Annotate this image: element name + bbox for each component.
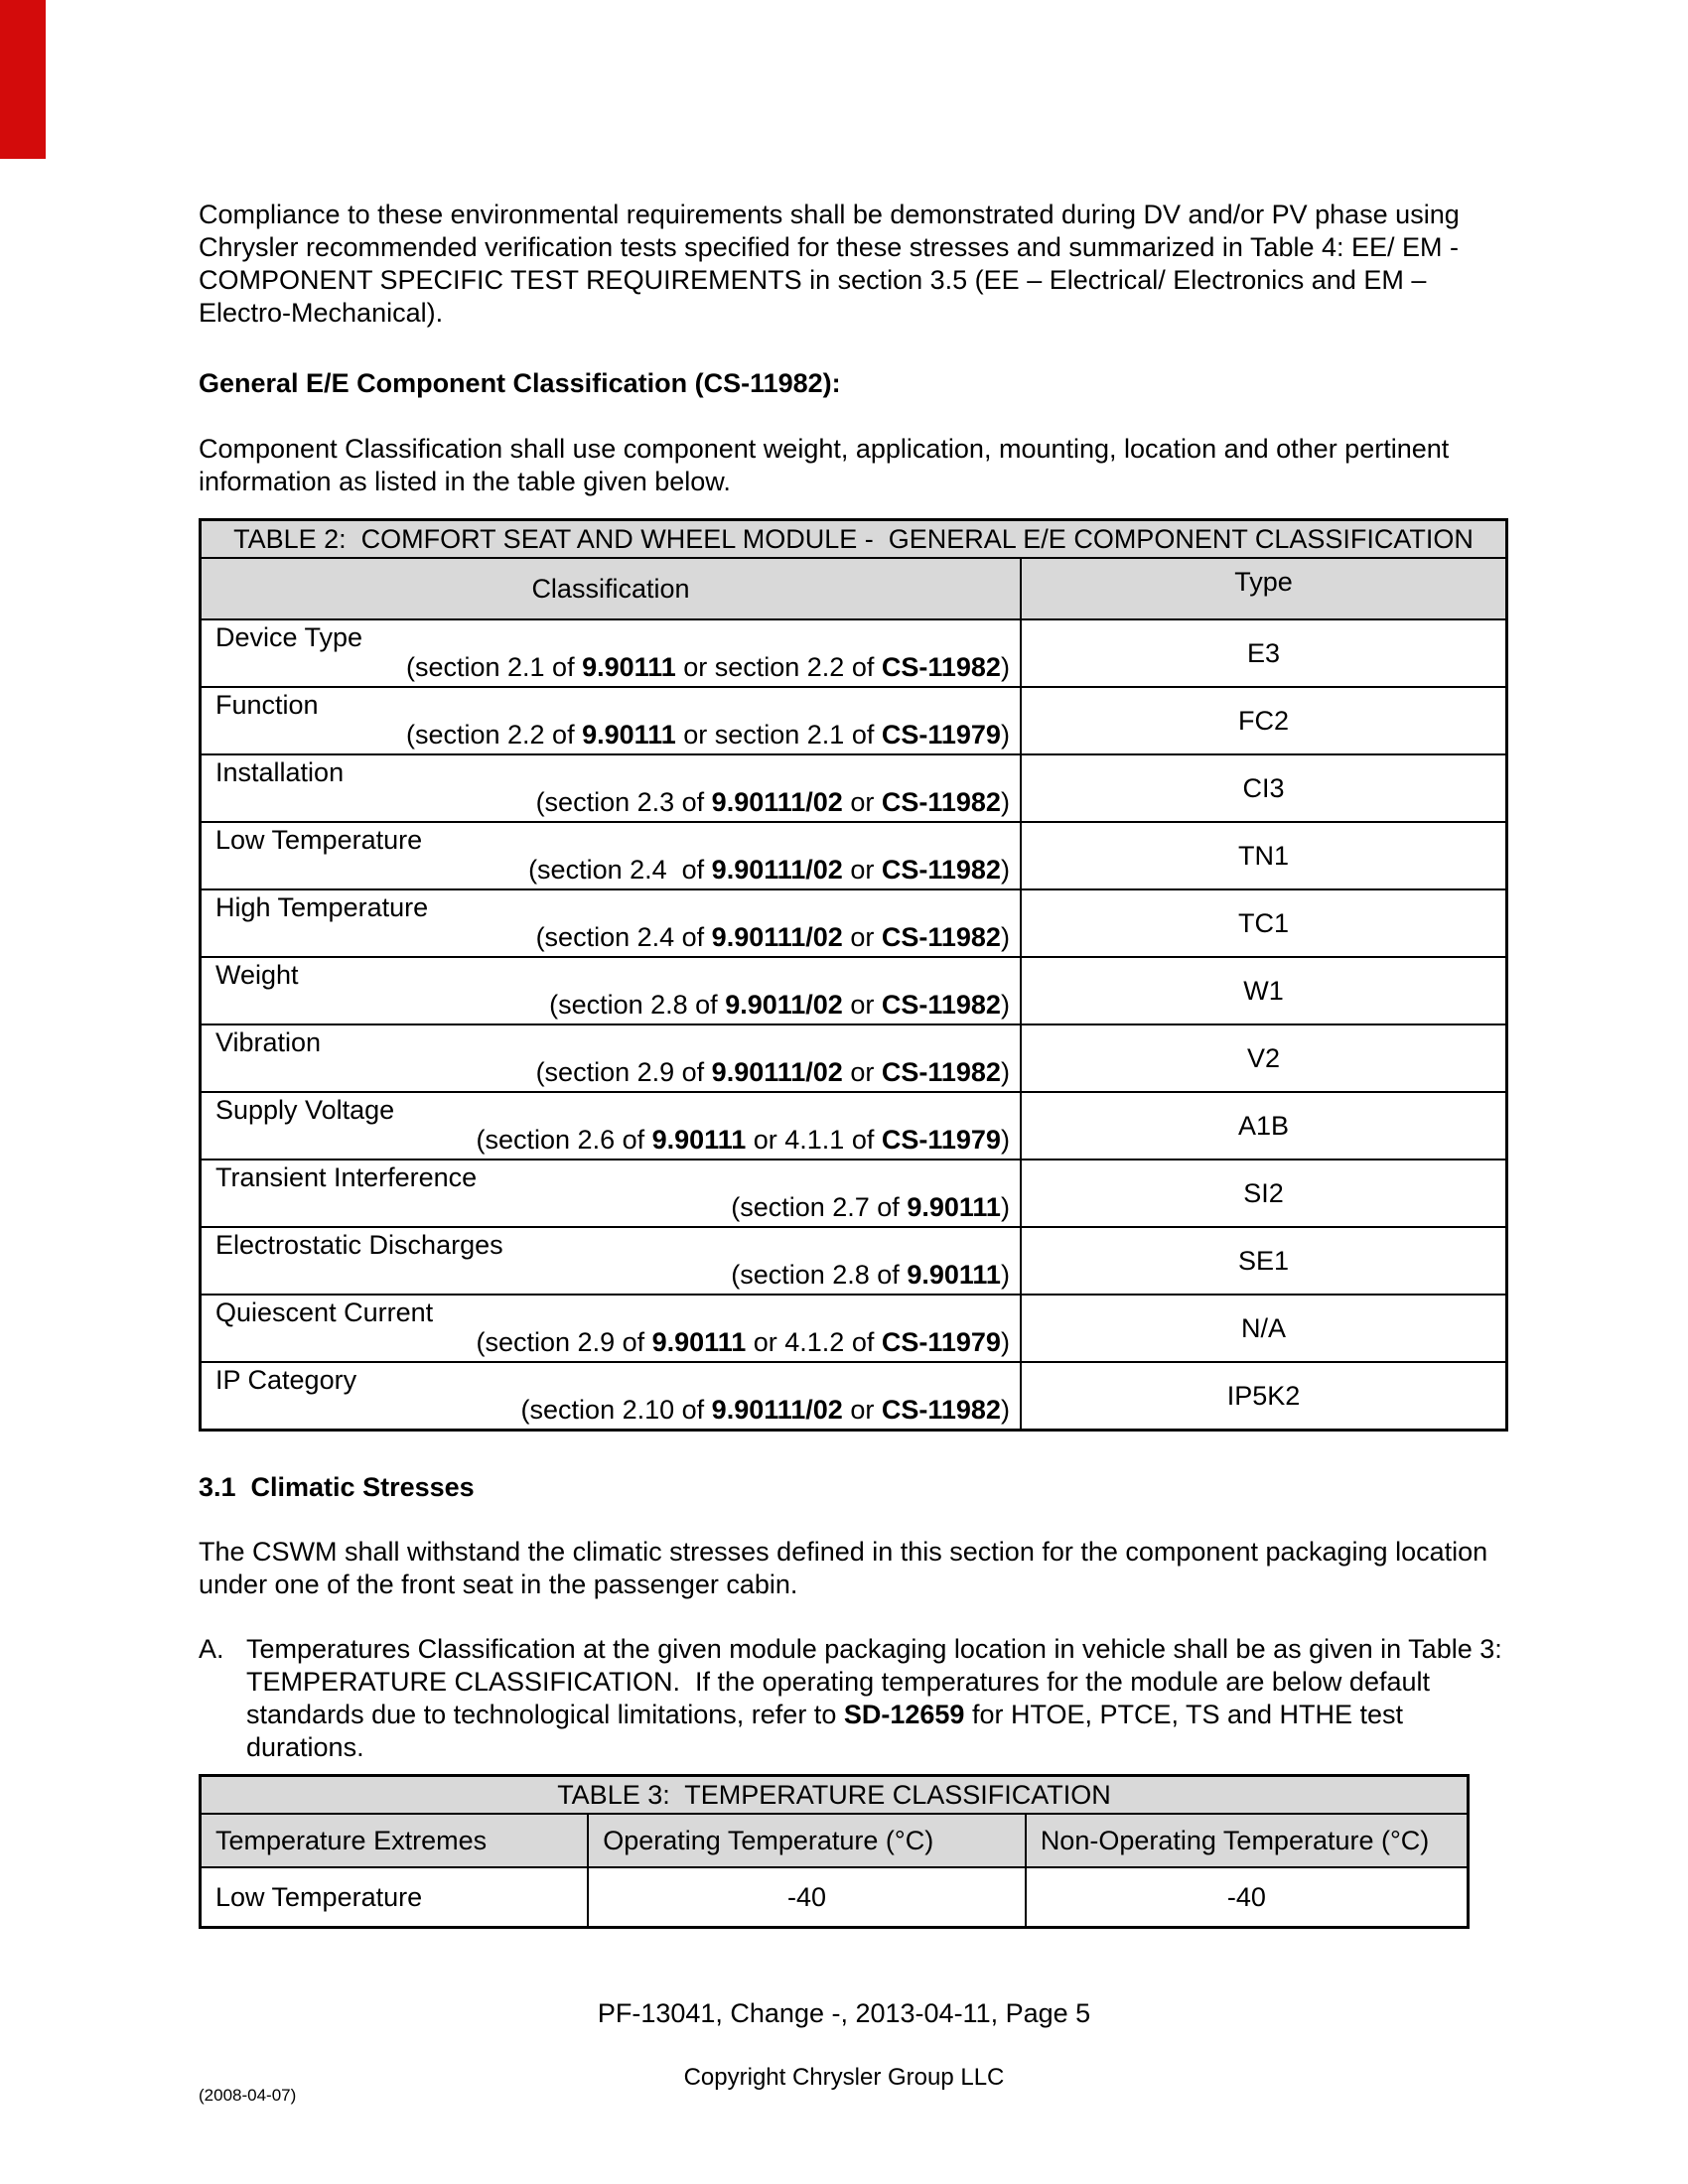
classification-section-ref xyxy=(215,1125,1010,1155)
bold-reference-text: CS-11982 xyxy=(881,652,1001,682)
classification-paragraph: Component Classification shall use component weight, application, mounting, location and other pertinent information as listed in the table given below. xyxy=(199,434,1450,496)
classification-label: Weight xyxy=(215,960,299,990)
plain-text: or xyxy=(842,1057,882,1087)
plain-text: ) xyxy=(1000,1057,1010,1087)
classification-section-ref xyxy=(215,1057,1010,1087)
classification-cell xyxy=(201,1160,1021,1227)
table2-row xyxy=(201,1227,1507,1295)
type-value: E3 xyxy=(1021,619,1507,687)
list-item-a xyxy=(199,1633,1508,1764)
table2-row xyxy=(201,754,1507,822)
plain-text: (section 2.4 of xyxy=(528,855,712,885)
plain-text: or section 2.1 of xyxy=(675,720,882,750)
table3-row xyxy=(201,1867,1469,1928)
bold-reference-text: CS-11982 xyxy=(881,1057,1001,1087)
bold-reference-text: 9.90111/02 xyxy=(711,855,843,885)
classification-section-ref xyxy=(215,787,1010,817)
table2-row xyxy=(201,619,1507,687)
bold-reference-text: CS-11982 xyxy=(881,787,1001,817)
classification-cell xyxy=(201,889,1021,957)
classification-cell xyxy=(201,1362,1021,1431)
section-3-1-heading: 3.1 Climatic Stresses xyxy=(199,1472,475,1502)
plain-text: (section 2.8 of xyxy=(549,990,726,1020)
classification-cell xyxy=(201,822,1021,889)
bold-reference-text: 9.90111 xyxy=(651,1327,747,1357)
type-value: SI2 xyxy=(1021,1160,1507,1227)
table3-title: TABLE 3: TEMPERATURE CLASSIFICATION xyxy=(201,1776,1469,1815)
temperature-extreme-label: Low Temperature xyxy=(201,1867,589,1928)
plain-text: ) xyxy=(1000,1260,1010,1290)
footer-document-id: PF-13041, Change -, 2013-04-11, Page 5 xyxy=(597,1998,1091,2028)
type-value: W1 xyxy=(1021,957,1507,1024)
classification-label: High Temperature xyxy=(215,892,429,922)
type-value: SE1 xyxy=(1021,1227,1507,1295)
plain-text: (section 2.3 of xyxy=(535,787,712,817)
bold-reference-text: 9.90111 xyxy=(582,720,676,750)
table2-row xyxy=(201,687,1507,754)
classification-section-ref xyxy=(215,1260,1010,1290)
type-value: IP5K2 xyxy=(1021,1362,1507,1431)
classification-heading: General E/E Component Classification (CS-11982): xyxy=(199,368,841,398)
plain-text: (section 2.4 of xyxy=(535,922,712,952)
classification-cell xyxy=(201,619,1021,687)
table2-row xyxy=(201,889,1507,957)
classification-section-ref xyxy=(215,1395,1010,1425)
plain-text: ) xyxy=(1000,1327,1010,1357)
plain-text: (section 2.9 of xyxy=(476,1327,652,1357)
plain-text: or xyxy=(842,787,882,817)
plain-text: ) xyxy=(1000,787,1010,817)
table2-row xyxy=(201,822,1507,889)
bold-reference-text: 9.90111/02 xyxy=(711,1057,843,1087)
bold-reference-text: CS-11982 xyxy=(881,855,1001,885)
red-corner-mark xyxy=(0,0,46,159)
bold-reference-text: 9.90111 xyxy=(907,1192,1001,1222)
table2-header-row xyxy=(201,558,1507,619)
plain-text: or section 2.2 of xyxy=(675,652,882,682)
plain-text: (section 2.7 of xyxy=(731,1192,908,1222)
plain-text: ) xyxy=(1000,855,1010,885)
footer-copyright: Copyright Chrysler Group LLC xyxy=(683,2064,1005,2091)
table2-body xyxy=(201,619,1507,1431)
bold-reference-text: CS-11979 xyxy=(881,1125,1001,1155)
plain-text: (section 2.10 of xyxy=(520,1395,712,1425)
plain-text: ) xyxy=(1000,922,1010,952)
table2-component-classification xyxy=(199,518,1508,1432)
plain-text: Temperatures Classification at the given module packaging location in vehicle shall be as given in Table 3: TEMPERATURE CLASSIFICATION. If the operating temperatures for the module are below default standards due to technological limitations, refer to xyxy=(246,1634,1509,1729)
table3-body xyxy=(201,1867,1469,1928)
bold-reference-text: 9.90111 xyxy=(651,1125,747,1155)
bold-reference-text: 9.9011/02 xyxy=(725,990,843,1020)
classification-label: IP Category xyxy=(215,1365,357,1395)
classification-section-ref xyxy=(215,1192,1010,1222)
classification-label: Device Type xyxy=(215,622,363,652)
table3-temperature-classification xyxy=(199,1774,1470,1929)
classification-cell xyxy=(201,957,1021,1024)
plain-text: or 4.1.1 of xyxy=(746,1125,882,1155)
classification-section-ref xyxy=(215,855,1010,885)
bold-reference-text: 9.90111/02 xyxy=(711,922,843,952)
plain-text: ) xyxy=(1000,1192,1010,1222)
classification-label: Transient Interference xyxy=(215,1162,478,1192)
plain-text: (section 2.9 of xyxy=(535,1057,712,1087)
classification-label: Electrostatic Discharges xyxy=(215,1230,503,1260)
table2-header-classification: Classification xyxy=(201,558,1021,619)
plain-text: or 4.1.2 of xyxy=(746,1327,882,1357)
table3-header-operating: Operating Temperature (°C) xyxy=(588,1814,1026,1867)
table2-title-row xyxy=(201,520,1507,559)
table2-row xyxy=(201,1092,1507,1160)
bold-reference-text: 9.90111 xyxy=(907,1260,1001,1290)
non-operating-temperature-value: -40 xyxy=(1026,1867,1469,1928)
plain-text: ) xyxy=(1000,1395,1010,1425)
list-item-a-marker: A. xyxy=(199,1634,224,1664)
classification-label: Function xyxy=(215,690,319,720)
bold-reference-text: 9.90111 xyxy=(582,652,676,682)
type-value: CI3 xyxy=(1021,754,1507,822)
classification-section-ref xyxy=(215,922,1010,952)
type-value: FC2 xyxy=(1021,687,1507,754)
table2-title: TABLE 2: COMFORT SEAT AND WHEEL MODULE - GENERAL E/E COMPONENT CLASSIFICATION xyxy=(201,520,1507,559)
climatic-paragraph: The CSWM shall withstand the climatic stresses defined in this section for the component packaging location under one of the front seat in the passenger cabin. xyxy=(199,1537,1488,1599)
classification-label: Quiescent Current xyxy=(215,1297,434,1327)
plain-text: or xyxy=(842,990,882,1020)
table2-row xyxy=(201,1362,1507,1431)
classification-label: Installation xyxy=(215,757,345,787)
plain-text: or xyxy=(842,855,882,885)
operating-temperature-value: -40 xyxy=(588,1867,1026,1928)
plain-text: ) xyxy=(1000,1125,1010,1155)
classification-label: Supply Voltage xyxy=(215,1095,395,1125)
plain-text: for HTOE, PTCE, TS and HTHE test durations. xyxy=(246,1700,1411,1762)
footer-corner-date: (2008-04-07) xyxy=(199,2086,297,2105)
plain-text: or xyxy=(842,922,882,952)
classification-label: Low Temperature xyxy=(215,825,423,855)
table3-title-row xyxy=(201,1776,1469,1815)
bold-reference-text: CS-11982 xyxy=(881,1395,1001,1425)
table2-row xyxy=(201,957,1507,1024)
type-value: V2 xyxy=(1021,1024,1507,1092)
plain-text: (section 2.8 of xyxy=(731,1260,908,1290)
classification-cell xyxy=(201,1024,1021,1092)
type-value: TC1 xyxy=(1021,889,1507,957)
plain-text: ) xyxy=(1000,720,1010,750)
intro-paragraph: Compliance to these environmental requirements shall be demonstrated during DV and/or PV phase using Chrysler recommended verification tests specified for these stresses and summarized in Table 4: EE/ EM - COMPONENT SPECIFIC TEST REQUIREMENTS in section 3.5 (EE – Electrical/ Electronics and EM – Electro-Mechanical). xyxy=(199,200,1460,328)
bold-reference-text: CS-11982 xyxy=(881,990,1001,1020)
classification-cell xyxy=(201,1295,1021,1362)
bold-reference-text: 9.90111/02 xyxy=(711,787,843,817)
table2-row xyxy=(201,1160,1507,1227)
type-value: A1B xyxy=(1021,1092,1507,1160)
classification-section-ref xyxy=(215,1327,1010,1357)
type-value: TN1 xyxy=(1021,822,1507,889)
table2-row xyxy=(201,1295,1507,1362)
bold-reference-text: SD-12659 xyxy=(843,1700,965,1729)
classification-cell xyxy=(201,754,1021,822)
classification-cell xyxy=(201,1092,1021,1160)
plain-text: ) xyxy=(1000,990,1010,1020)
classification-section-ref xyxy=(215,720,1010,750)
classification-section-ref xyxy=(215,990,1010,1020)
classification-cell xyxy=(201,687,1021,754)
type-value: N/A xyxy=(1021,1295,1507,1362)
bold-reference-text: CS-11979 xyxy=(881,1327,1001,1357)
plain-text: or xyxy=(842,1395,882,1425)
classification-label: Vibration xyxy=(215,1027,322,1057)
table3-header-row xyxy=(201,1814,1469,1867)
plain-text: ) xyxy=(1000,652,1010,682)
table2-header-type: Type xyxy=(1021,558,1507,619)
plain-text: (section 2.6 of xyxy=(476,1125,652,1155)
table2-row xyxy=(201,1024,1507,1092)
plain-text: (section 2.2 of xyxy=(405,720,583,750)
classification-section-ref xyxy=(215,652,1010,682)
classification-cell xyxy=(201,1227,1021,1295)
bold-reference-text: CS-11979 xyxy=(881,720,1001,750)
table3-header-nonoperating: Non-Operating Temperature (°C) xyxy=(1026,1814,1469,1867)
bold-reference-text: CS-11982 xyxy=(881,922,1001,952)
list-item-a-text xyxy=(246,1633,1508,1764)
table3-header-extremes: Temperature Extremes xyxy=(201,1814,589,1867)
plain-text: (section 2.1 of xyxy=(405,652,583,682)
bold-reference-text: 9.90111/02 xyxy=(711,1395,843,1425)
